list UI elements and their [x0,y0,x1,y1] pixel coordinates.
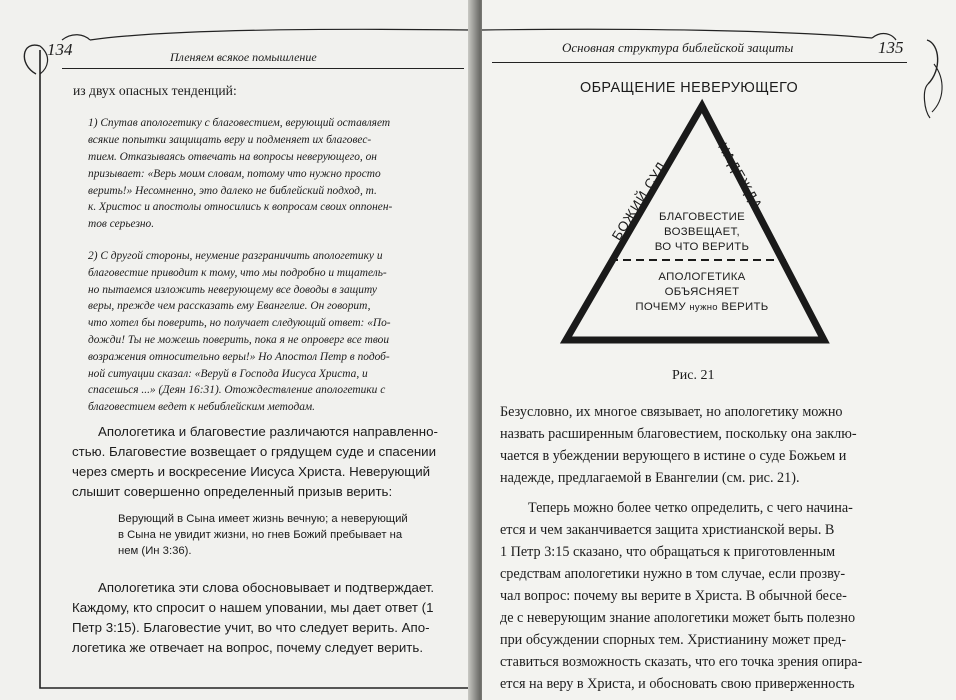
para-line: надежде, предлагаемой в Евангелии (см. рис. 21). [500,470,800,486]
item2-line: возражения относительно веры!» Но Апостол Петр в подоб- [88,351,390,363]
left-page [0,0,474,700]
item1-line: тием. Отказываясь отвечать на вопросы неверующего, он [88,151,377,163]
para-line: назвать расширенным благовестием, поскольку она заклю- [500,426,857,442]
para-line: чал вопрос: почему вы верите в Христа. В обычной бесе- [500,588,847,604]
item1-line: к. Христос и апостолы относились к вопросам своих оппонен- [88,201,393,213]
upper-line: ВОЗВЕЩАЕТ, [664,226,740,238]
upper-line: БЛАГОВЕСТИЕ [658,211,746,223]
left-running-header: Пленяем всякое помышление [170,50,317,64]
lower-line: ОБЪЯСНЯЕТ [664,286,740,298]
item2-line: но пытаемся изложить неверующему все доводы в защиту [88,284,377,296]
quote-line: Верующий в Сына имеет жизнь вечную; а неверующий [118,513,408,525]
lower-line: ПОЧЕМУ нужно ВЕРИТЬ [635,301,769,313]
right-header-rule [492,62,907,63]
item1-line: тов серьезно. [88,218,155,230]
intro-text: из двух опасных тенденций: [73,83,237,98]
left-header-rule [62,68,464,69]
para-line: ставиться возможность сказать, что его точка зрения опира- [500,654,863,670]
para-line: Теперь можно более четко определить, с чего начина- [528,500,853,516]
item2-line: 2) С другой стороны, неумение разграничить апологетику и [88,250,383,262]
quote-line: в Сына не увидит жизни, но гнев Божий пребывает на [118,529,403,541]
right-page-number: 135 [878,38,904,57]
para-line: через смерть и воскресение Иисуса Христа. Неверующий [72,464,431,479]
para-line: Безусловно, их многое связывает, но апологетику можно [500,404,843,420]
lower-line: АПОЛОГЕТИКА [658,271,746,283]
right-running-header: Основная структура библейской защиты [562,40,794,55]
para-line: Апологетика и благовестие различаются направленно- [98,424,438,439]
para-line: чается в убеждении верующего в истине о суде Божьем и [500,448,847,464]
para-line: при обсуждении спорных тем. Христианину может пред- [500,632,847,648]
upper-line: ВО ЧТО ВЕРИТЬ [654,241,750,253]
para-line: де с неверующим знание апологетики может быть полезно [500,610,856,626]
para-line: Апологетика эти слова обосновывает и подтверждает. [98,580,435,595]
right-side-label: НАДЕЖДА [715,140,766,213]
right-page [482,0,956,700]
para-line: ется и чем заканчивается защита христианской веры. В [500,522,835,538]
para-line: логетика же отвечает на вопрос, почему следует верить. [72,640,424,655]
item1-line: призывает: «Верь моим словам, потому что нужно просто [88,168,381,180]
item2-line: ной ситуации сказал: «Веруй в Господа Иисуса Христа, и [88,368,368,380]
item2-line: благовестие приводит к тому, что мы подробно и тщатель- [88,267,387,279]
item2-line: веры, прежде чем рассказать ему Евангелие. Он говорит, [88,300,371,312]
para-line: Каждому, кто спросит о нашем уповании, мы дает ответ (1 [72,600,434,615]
diagram-lower-text [612,270,792,315]
item2-line: что хотел бы поверить, но получает следующий ответ: «По- [88,317,391,329]
item2-line: дожди! Ты не можешь поверить, пока я не опроверг все твои [88,334,390,346]
figure-caption: Рис. 21 [672,368,715,383]
item2-line: благовестием ведет к небиблейским методам. [88,401,316,413]
left-page-number: 134 [47,40,73,59]
item1-line: всякие попытки защищать веру и подменяет их благовес- [88,134,372,146]
item1-line: верить!» Несомненно, это далеко не библейский подход, т. [88,185,377,197]
item1-line: 1) Спутав апологетику с благовестием, верующий оставляет [88,117,391,129]
para-line: слышит совершенно определенный призыв верить: [72,484,393,499]
triangle-diagram [482,0,956,400]
para-line: ется на веру в Христа, и обосновать свою приверженность [500,676,855,692]
para-line: средствам апологетики нужно в том случае, если прозву- [500,566,846,582]
para-line: 1 Петр 3:15 сказано, что обращаться к приготовленным [500,544,836,560]
quote-line: нем (Ин 3:36). [118,545,192,557]
para-line: Петр 3:15). Благовестие учит, во что следует верить. Апо- [72,620,430,635]
diagram-title: ОБРАЩЕНИЕ НЕВЕРУЮЩЕГО [580,80,799,96]
diagram-upper-text [622,210,782,255]
item2-line: спасешься ...» (Деян 16:31). Отождествление апологетики с [88,384,386,396]
left-side-label: БОЖИЙ СУД [609,158,670,243]
para-line: стью. Благовестие возвещает о грядущем суде и спасении [72,444,437,459]
